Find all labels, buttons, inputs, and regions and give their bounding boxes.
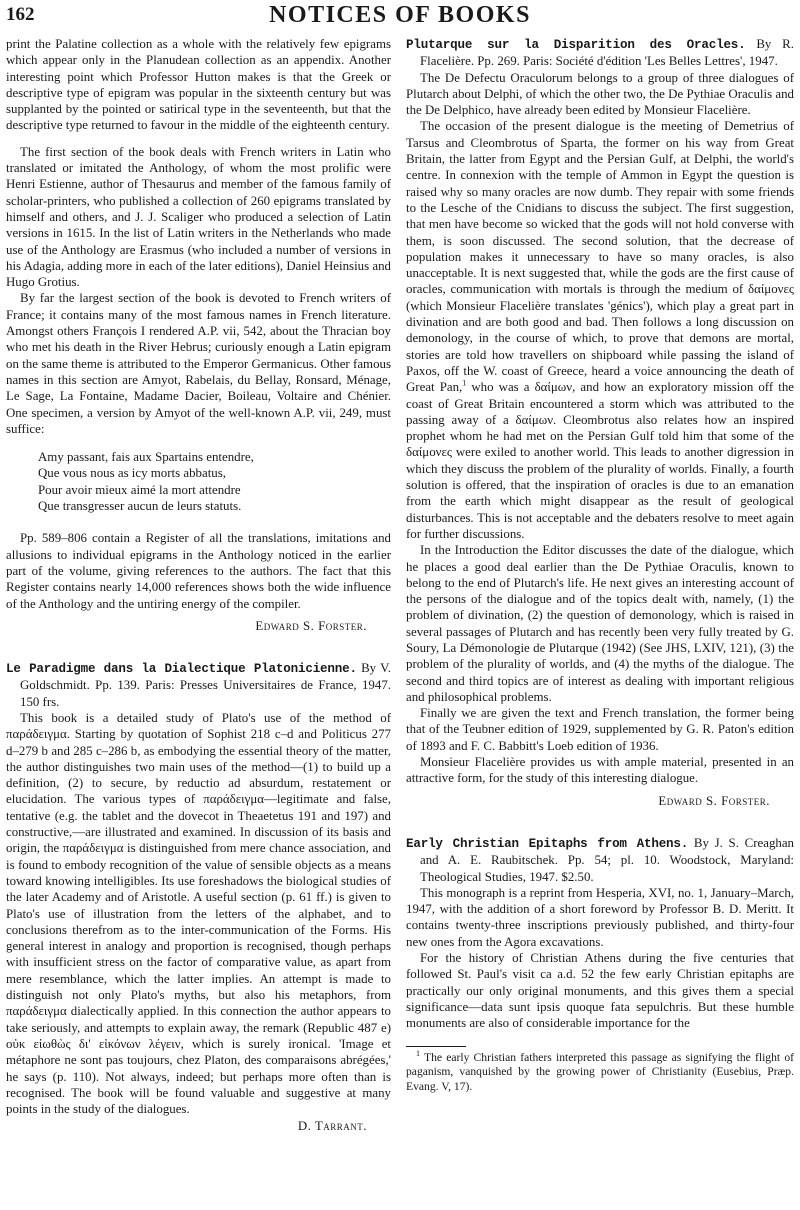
paragraph: For the history of Christian Athens during the five centuries that followed St. Paul's visit ca a.d. 52 the few early Christian epitaphs are practically our only original monuments, and this gives them a special significance—data sunt ipsis quoque fata sepulchris. But these humble monuments are also of considerable importance for the bbox=[406, 951, 794, 1031]
page-number: 162 bbox=[6, 4, 35, 25]
review-biblio: By R. Flacelière. Pp. 269. Paris: Société d'édition 'Les Belles Lettres', 1947. bbox=[420, 37, 794, 69]
paragraph bbox=[406, 118, 794, 542]
paragraph: The De Defectu Oraculorum belongs to a group of three dialogues of Plutarch about Delphi, of which the other two, the De Pythiae Oraculis and the De Delphico, have already been edited by Monsieur Flacelière. bbox=[406, 70, 794, 118]
poem-quotation bbox=[38, 449, 391, 514]
review-heading bbox=[406, 36, 794, 70]
footnote-text: The early Christian fathers interpreted this passage as signifying the flight of paganism, vanquished by the growing power of Christianity (Eusebius, Præp. Evang. V, 17). bbox=[406, 1050, 794, 1093]
footnote-number: 1 bbox=[416, 1048, 420, 1058]
reviewer-signature: Edward S. Forster. bbox=[255, 618, 367, 633]
review-heading bbox=[406, 835, 794, 885]
paragraph: Finally we are given the text and French translation, the former being that of the Teubner edition of 1929, supplemented by G. R. Paton's edition of 1893 and F. C. Babbitt's Loeb edition of 1936. bbox=[406, 706, 794, 753]
running-head: NOTICES OF BOOKS bbox=[269, 2, 531, 28]
review-heading bbox=[6, 660, 391, 710]
review-title: Le Paradigme dans la Dialectique Platonicienne. bbox=[6, 662, 357, 677]
paragraph: This book is a detailed study of Plato's use of the method of παράδειγμα. Starting by quotation of Sophist 218 c–d and Politicus 277 d–279 b and 285 c–286 b, as embodying the essential theory of the matter, the author distinguishes two main uses of the method—(1) to build up a definition, (2) to secure, by reductio ad absurdum, restatement or elucidation. The various types of παράδειγμα—legitimate and false, tentative (e.g. the tablet and the dovecot in Theaetetus 191 and 197) and constructive,—are illustrated and examined. In discussion of its basis and origin, the παράδειγμα is distinguished from mere chance association, and is found to embody recognition of the value of sensible objects as a means toward knowing intelligibles. Its use foreshadows the biological studies of the later Academy and of Aristotle. A useful section (p. 61 ff.) is given to Plato's use of illustration from the letters of the alphabet, and to conclusions therefrom as to the inter-communication of the Forms. His general interest in analogy and proportion is recognised, though perhaps with insufficient stress on the factor of comparative value, as apart from mere resemblance, which the latter implies. An attempt is made to distinguish not only Plato's myths, but also his metaphors, from παράδειγμα dialectically applied. In this connection the author appears to take seriously, and attempts to explain away, the remark (Republic 487 e) οὐκ εἰωθὼς δι' εἰκόνων λέγειν, which is surely ironical. 'Image et métaphore ne sont pas toujours, chez Platon, des comparaisons abrégées,' he says (p. 110). Not always, indeed; but perhaps more often than is recognised. The book will be found valuable and suggestive at many points in the study of the dialogues. bbox=[6, 710, 391, 1117]
right-column bbox=[406, 36, 794, 1094]
poem-line: Amy passant, fais aux Spartains entendre, bbox=[38, 450, 254, 465]
review-biblio: By V. Goldschmidt. Pp. 139. Paris: Presses Universitaires de France, 1947. 150 frs. bbox=[20, 661, 391, 709]
paragraph: Pp. 589–806 contain a Register of all the translations, imitations and allusions to individual epigrams in the Anthology noticed in the earlier part of the volume, giving references to the authors. The fact that this Register contains nearly 14,000 references shows both the wide influence of the Anthology and the untiring energy of the compiler. bbox=[6, 531, 391, 611]
paragraph-text: The occasion of the present dialogue is the meeting of Demetrius of Tarsus and Cleombrotus of Sparta, the former on his way from Great Britain, the latter from Egypt and the Persian Gulf, at Delphi, the world's centre. In connexion with the temple of Ammon in Egypt the question is raised why so many oracles are now dumb. They repair with some friends to the Lesche of the Cnidians to discuss the subject. The first suggestion, that men have become so wicked that the gods will not hold converse with them, is soon discussed. The second solution, that the decrease of population makes it unnecessary to have so many oracles, is also unacceptable. It is next suggested that, while the gods are the first cause of oracles, communication with mortals is through the medium of δαίμονες (which Monsieur Flacelière translates 'génics'), which play a great part in divination and are both good and bad. Then follows a long discussion on demonology, in the course of which, to prove that demons are mortal, stories are told how travellers on shipboard while passing the island of Paxos, off the W. coast of Greece, heard a voice announcing the death of Great Pan, bbox=[406, 119, 794, 395]
paragraph-text: who was a δαίμων, and how an exploratory mission off the coast of Great Britain encountered a storm which was attributed to the passing away of a δαίμων. Cleombrotus also relates how an inspired prophet whom he had met on the Persian Gulf told him that some of the δαίμονες were exiled to another world. This leads to another digression in which they discuss the problem of the plurality of worlds. Finally, a fourth solution is offered, that the inspiration of oracles is due to an emanation from the earth which might disappear as the result of geological disturbances. This is not acceptable and the debaters resolve to meet again for further discussions. bbox=[406, 380, 794, 541]
paragraph: Monsieur Flacelière provides us with ample material, presented in an attractive form, for the study of this interesting dialogue. bbox=[406, 755, 794, 786]
review-title: Plutarque sur la Disparition des Oracles. bbox=[406, 38, 746, 52]
poem-line: Que transgresser aucun de leurs statuts. bbox=[38, 499, 242, 514]
paragraph: By far the largest section of the book is devoted to French writers of France; it contains many of the most famous names in French literature. Amongst others François I rendered A.P. vii, 542, about the Thracian boy who met his death in the River Hebrus; curiously enough a Latin epigram on the same theme is attributed to the Emperor Germanicus. Other famous names in this section are Amyot, Rabelais, du Bellay, Ronsard, Ménage, Le Sage, La Fontaine, Madame Dacier, Boileau, Voltaire and Chénier. One specimen, a version by Amyot of the well-known A.P. vii, 249, must suffice: bbox=[6, 291, 391, 436]
review-biblio: By J. S. Creaghan and A. E. Raubitschek. Pp. 54; pl. 10. Woodstock, Maryland: Theological Studies, 1947. $2.50. bbox=[420, 835, 795, 884]
paragraph: The first section of the book deals with French writers in Latin who translated or imitated the Anthology, of whom the most prolific were Henri Estienne, author of Thesaurus and member of the famous family of scholar-printers, who published a collection of 260 epigrams translated by himself and others, and J. J. Scaliger who produced a selection of Latin versions in 1615. In the list of Latin writers in the Netherlands who made use of the Anthology are Erasmus (who included a number of versions in his Adagia, adding more in each of the later editions), Daniel Heinsius and Hugo Grotius. bbox=[6, 144, 391, 290]
reviewer-signature: D. Tarrant. bbox=[297, 1119, 367, 1134]
paragraph: This monograph is a reprint from Hesperia, XVI, no. 1, January–March, 1947, with the addition of a short foreword by Professor B. D. Meritt. It contains twenty-three inscriptions previously published, and thirty-four new ones from the Agora excavations. bbox=[406, 885, 794, 949]
paragraph: In the Introduction the Editor discusses the date of the dialogue, which he places a good deal earlier than the De Pythiae Oraculis, known to belong to the end of Plutarch's life. He next gives an interesting account of the persons of the dialogue and of the topics dealt with, namely, (1) the problem of divination, (2) the question of demonology, which is raised in several passages of Plutarch and has recently been very fully treated by G. Soury, La Démonologie de Plutarque (1942) (See JHS, LXIV, 121), (3) the problem of the plurality of worlds, and (4) the myths of the dialogue. The second and third topics are of interest as dealing with important religious and philosophical problems. bbox=[406, 543, 794, 704]
review-title: Early Christian Epitaphs from Athens. bbox=[406, 836, 689, 851]
left-column bbox=[6, 36, 391, 1135]
reviewer-signature: Edward S. Forster. bbox=[658, 793, 770, 808]
poem-line: Que vous nous as icy morts abbatus, bbox=[38, 466, 226, 481]
footnote bbox=[406, 1048, 794, 1095]
poem-line: Pour avoir mieux aimé la mort attendre bbox=[38, 482, 241, 497]
footnote-reference[interactable]: 1 bbox=[462, 378, 467, 388]
footnote-divider bbox=[406, 1046, 466, 1047]
paragraph: print the Palatine collection as a whole with the relatively few epigrams which appear only in the Planudean collection as an appendix. Another interesting point which Professor Hutton makes is that the Greek or descriptive type of epigram was popular in the sixteenth century but was supplanted by the pointed or satirical type in the seventeenth, but that the descriptive type returned to favour in the middle of the eighteenth century. bbox=[6, 37, 391, 133]
